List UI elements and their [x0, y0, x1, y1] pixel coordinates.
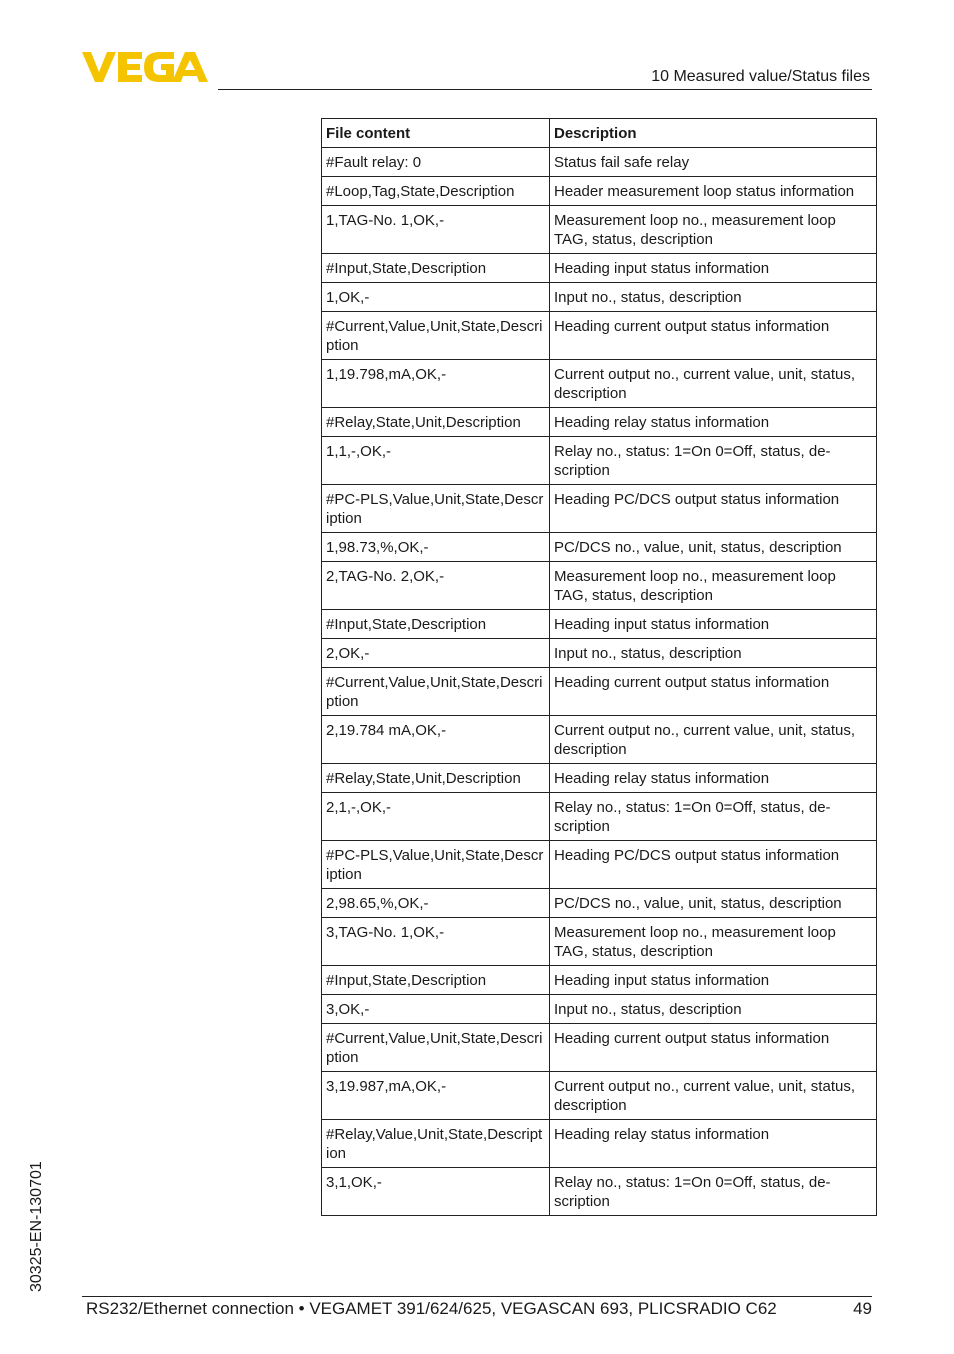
file-content-cell: #Relay,Value,Unit,State,Description	[322, 1120, 550, 1168]
file-content-cell: 1,TAG-No. 1,OK,-	[322, 206, 550, 254]
description-cell: Heading input status information	[550, 610, 877, 639]
header-rule	[218, 89, 872, 90]
file-content-cell: #Input,State,Description	[322, 610, 550, 639]
table-row	[322, 966, 877, 995]
table-row	[322, 533, 877, 562]
file-content-cell: #Relay,State,Unit,Description	[322, 764, 550, 793]
file-content-cell: 1,98.73,%,OK,-	[322, 533, 550, 562]
file-content-cell: 3,TAG-No. 1,OK,-	[322, 918, 550, 966]
table-row	[322, 668, 877, 716]
table-row	[322, 206, 877, 254]
page-number: 49	[853, 1299, 872, 1318]
file-content-cell: 2,1,-,OK,-	[322, 793, 550, 841]
table-row	[322, 562, 877, 610]
document-id: 30325-EN-130701	[28, 1161, 45, 1292]
footer-rule	[82, 1296, 872, 1297]
table-row	[322, 764, 877, 793]
file-content-cell: #Loop,Tag,State,Description	[322, 177, 550, 206]
description-cell: Heading input status information	[550, 254, 877, 283]
file-content-cell: #Input,State,Description	[322, 966, 550, 995]
file-content-cell: 3,OK,-	[322, 995, 550, 1024]
file-content-cell: 3,19.987,mA,OK,-	[322, 1072, 550, 1120]
file-content-cell: 2,19.784 mA,OK,-	[322, 716, 550, 764]
description-cell: Heading PC/DCS output status information	[550, 485, 877, 533]
description-cell: Current output no., current value, unit, status, description	[550, 1072, 877, 1120]
column-header-description: Description	[550, 119, 877, 148]
vega-logo	[82, 50, 212, 84]
file-content-cell: 1,OK,-	[322, 283, 550, 312]
file-content-cell: #Relay,State,Unit,Description	[322, 408, 550, 437]
table-row	[322, 177, 877, 206]
table-row	[322, 283, 877, 312]
description-cell: Relay no., status: 1=On 0=Off, status, de-scription	[550, 437, 877, 485]
description-cell: Input no., status, description	[550, 639, 877, 668]
description-cell: Current output no., current value, unit, status, description	[550, 716, 877, 764]
description-cell: Heading current output status information	[550, 668, 877, 716]
description-cell: Measurement loop no., measurement loop TAG, status, description	[550, 918, 877, 966]
description-cell: Heading PC/DCS output status information	[550, 841, 877, 889]
table-row	[322, 793, 877, 841]
table-row	[322, 408, 877, 437]
table-row	[322, 1072, 877, 1120]
table-row	[322, 1168, 877, 1216]
file-content-cell: #Input,State,Description	[322, 254, 550, 283]
file-content-table	[321, 118, 877, 1216]
description-cell: Input no., status, description	[550, 283, 877, 312]
description-cell: PC/DCS no., value, unit, status, description	[550, 533, 877, 562]
file-content-cell: #Fault relay: 0	[322, 148, 550, 177]
section-title: 10 Measured value/Status files	[651, 68, 870, 85]
file-content-cell: #Current,Value,Unit,State,Description	[322, 312, 550, 360]
file-content-cell: #PC-PLS,Value,Unit,State,Description	[322, 485, 550, 533]
file-content-cell: 1,19.798,mA,OK,-	[322, 360, 550, 408]
file-content-cell: 2,TAG-No. 2,OK,-	[322, 562, 550, 610]
description-cell: Relay no., status: 1=On 0=Off, status, de-scription	[550, 1168, 877, 1216]
file-content-cell: 1,1,-,OK,-	[322, 437, 550, 485]
description-cell: Heading input status information	[550, 966, 877, 995]
table-row	[322, 1024, 877, 1072]
description-cell: Relay no., status: 1=On 0=Off, status, de-scription	[550, 793, 877, 841]
table-header-row	[322, 119, 877, 148]
file-content-cell: 3,1,OK,-	[322, 1168, 550, 1216]
file-content-cell: #Current,Value,Unit,State,Description	[322, 1024, 550, 1072]
table-row	[322, 841, 877, 889]
file-content-cell: #Current,Value,Unit,State,Description	[322, 668, 550, 716]
description-cell: Header measurement loop status information	[550, 177, 877, 206]
file-content-cell: 2,OK,-	[322, 639, 550, 668]
table-row	[322, 437, 877, 485]
description-cell: Current output no., current value, unit, status, description	[550, 360, 877, 408]
description-cell: Measurement loop no., measurement loop TAG, status, description	[550, 206, 877, 254]
table-row	[322, 995, 877, 1024]
description-cell: Heading relay status information	[550, 408, 877, 437]
table-row	[322, 716, 877, 764]
table-row	[322, 485, 877, 533]
table-row	[322, 1120, 877, 1168]
table-row	[322, 312, 877, 360]
description-cell: PC/DCS no., value, unit, status, description	[550, 889, 877, 918]
table-row	[322, 254, 877, 283]
description-cell: Heading current output status information	[550, 312, 877, 360]
file-content-cell: 2,98.65,%,OK,-	[322, 889, 550, 918]
table-row	[322, 148, 877, 177]
description-cell: Heading current output status information	[550, 1024, 877, 1072]
file-content-cell: #PC-PLS,Value,Unit,State,Description	[322, 841, 550, 889]
table-row	[322, 610, 877, 639]
column-header-file-content: File content	[322, 119, 550, 148]
description-cell: Heading relay status information	[550, 764, 877, 793]
table-row	[322, 360, 877, 408]
table-row	[322, 918, 877, 966]
footer-text: RS232/Ethernet connection • VEGAMET 391/624/625, VEGASCAN 693, PLICSRADIO C62	[86, 1299, 777, 1318]
description-cell: Heading relay status information	[550, 1120, 877, 1168]
description-cell: Input no., status, description	[550, 995, 877, 1024]
description-cell: Measurement loop no., measurement loop TAG, status, description	[550, 562, 877, 610]
table-row	[322, 639, 877, 668]
table-row	[322, 889, 877, 918]
description-cell: Status fail safe relay	[550, 148, 877, 177]
